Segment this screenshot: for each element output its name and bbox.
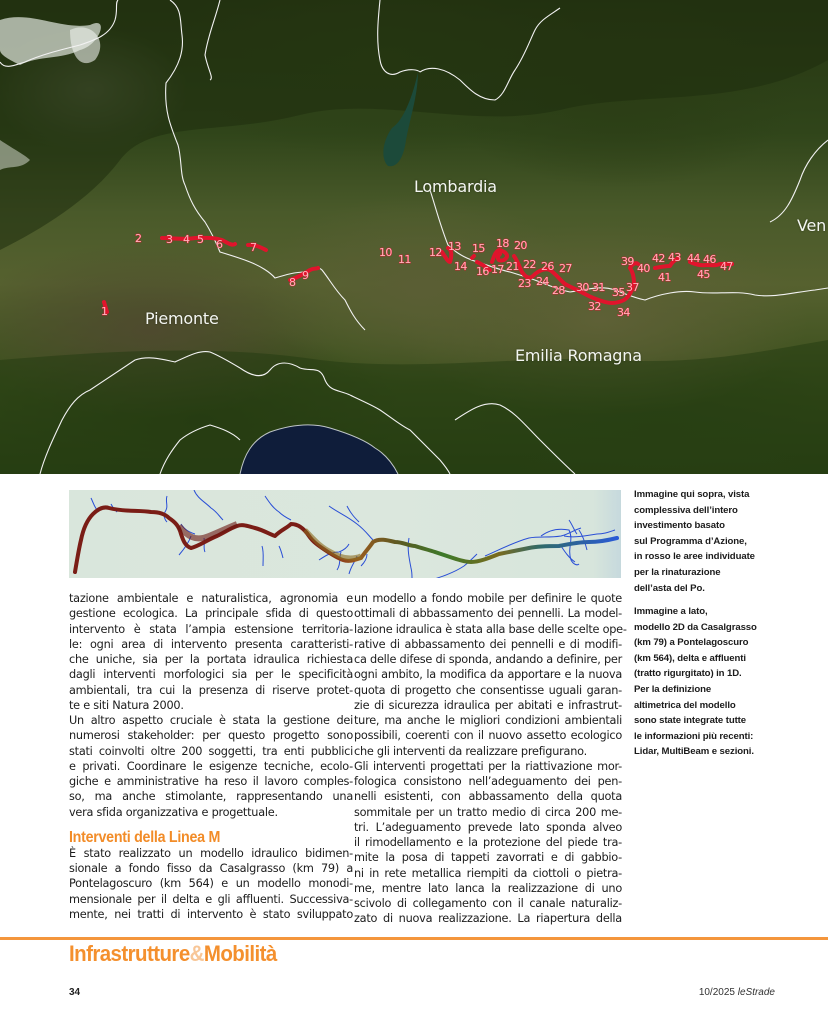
caption-line: investimento basato	[634, 520, 725, 532]
text-line: il rimodellamento e la protezione del piede tra-	[354, 836, 622, 849]
site-label: 18	[496, 237, 509, 250]
text-line: ni in rete metallica riempiti da ciottoli o pietra-	[354, 866, 622, 880]
caption-line: (km 564), delta e affluenti	[634, 652, 746, 664]
caption-model	[634, 604, 824, 760]
caption-line: dell’asta del Po.	[634, 582, 705, 594]
site-label: 2	[135, 232, 142, 245]
site-label: 10	[379, 246, 392, 259]
site-label: 28	[552, 284, 565, 297]
brand-part-2: Mobilità	[203, 941, 277, 966]
paragraph	[69, 713, 353, 820]
satellite-map-po-river	[0, 0, 828, 474]
site-label: 40	[637, 262, 650, 275]
text-line: le: ogni area di intervento presenta caratteristi-	[69, 637, 353, 651]
text-line: ottimali di abbassamento dei pennelli. La model-	[354, 607, 622, 621]
issue-date: 10/2025	[698, 987, 735, 998]
segment	[472, 256, 474, 258]
text-line: lazione idraulica è stata alla base delle scelte ope-	[354, 622, 627, 636]
text-line: zie di sicurezza idraulica per abitati e infrastrut-	[354, 698, 622, 712]
caption-line: altimetrica del modello	[634, 699, 736, 711]
caption-line: Immagine a lato,	[634, 606, 708, 617]
caption-line: Immagine qui sopra, vista	[634, 489, 750, 500]
paragraph-gap	[69, 820, 353, 829]
section-brand	[69, 941, 277, 967]
site-label: 12	[429, 246, 442, 259]
site-label: 47	[720, 260, 733, 273]
site-label: 14	[454, 260, 467, 273]
site-label: 11	[398, 253, 411, 266]
caption-line: (km 79) a Pontelagoscuro	[634, 637, 749, 649]
text-line: intervento è stata l’ampia estensione territoria-	[69, 622, 353, 636]
text-line: Gli interventi progettati per la riattivazione mor-	[354, 759, 622, 773]
caption-line: complessiva dell’intero	[634, 504, 738, 516]
caption-line: sono state integrate tutte	[634, 715, 747, 727]
site-label: 9	[302, 269, 309, 282]
brand-ampersand: &	[189, 941, 204, 966]
text-line: te e siti Natura 2000.	[69, 698, 184, 712]
text-line: mite la posa di tappeti zavorrati e di gabbio-	[354, 851, 622, 865]
footer-rule	[0, 937, 828, 940]
site-label: 23	[518, 277, 531, 290]
article-column-1	[69, 591, 353, 922]
paragraph	[69, 846, 353, 922]
magazine-name: leStrade	[737, 987, 775, 998]
site-label: 3	[166, 233, 173, 246]
site-label: 31	[592, 281, 605, 294]
text-line: un modello a fondo mobile per definire le quote	[354, 592, 622, 605]
alps-relief	[0, 0, 828, 250]
tributaries	[91, 490, 615, 578]
caption-line: sul Programma d’Azione,	[634, 535, 747, 547]
caption-line: in rosso le aree individuate	[634, 551, 755, 563]
text-line: Un altro aspetto cruciale è stata la gestione dei	[69, 714, 353, 727]
caption-line: per la rinaturazione	[634, 566, 721, 578]
site-label: 24	[536, 275, 549, 288]
segment	[492, 250, 507, 262]
map-overlay	[0, 0, 828, 474]
text-line: possibili, coerenti con il nuovo assetto ecologico	[354, 729, 622, 743]
site-label: 17	[491, 263, 504, 276]
text-line: tri. L’adeguamento prevede lato sponda alveo	[354, 820, 622, 834]
site-label: 45	[697, 268, 710, 281]
region-label-lombardia: Lombardia	[414, 177, 497, 196]
site-labels	[101, 232, 733, 319]
text-line: sionale a fondo fisso da Casalgrasso (km 79) a	[69, 862, 353, 875]
text-line: rative di abbassamento dei pennelli e di modifi-	[354, 637, 622, 651]
paragraph	[69, 591, 353, 713]
text-line: ca delle difese di sponda, andando a definire, per	[354, 653, 622, 666]
brand-part-1: Infrastrutture	[69, 941, 190, 966]
site-label: 7	[250, 241, 257, 254]
site-label: 46	[703, 253, 716, 266]
region-label-veneto: Ven	[797, 216, 827, 235]
text-line: quota di progetto che consentisse uguali garan-	[354, 683, 622, 697]
site-label: 1	[101, 305, 108, 318]
region-label-emilia-romagna: Emilia Romagna	[515, 346, 642, 365]
hydraulic-model-image	[69, 490, 621, 578]
text-line: Pontelagoscuro (km 564) e un modello monodi-	[69, 877, 353, 891]
site-label: 6	[216, 238, 223, 251]
text-line: che gli interventi da realizzare prefigurano.	[354, 744, 587, 758]
site-label: 5	[197, 233, 204, 246]
text-line: mente, nei tratti di intervento è stato sviluppato	[69, 907, 353, 921]
caption-line: (tratto rigurgitato) in 1D.	[634, 668, 742, 680]
site-label: 26	[541, 260, 554, 273]
article-column-2	[354, 591, 627, 927]
site-label: 34	[617, 306, 630, 319]
caption-line: modello 2D da Casalgrasso	[634, 621, 757, 633]
text-line: ogni ambito, la modifica da apportare e la nuova	[354, 668, 622, 682]
site-label: 22	[523, 258, 536, 271]
caption-line: le informazioni più recenti:	[634, 730, 754, 742]
text-line: so, ma anche stimolante, rappresentando una	[69, 790, 353, 804]
apennines-relief	[0, 340, 828, 474]
po-main-channel	[75, 507, 617, 572]
site-label: 16	[476, 265, 489, 278]
text-line: dagli interventi morfologici sia per le specificità	[69, 668, 353, 682]
caption-line: Lidar, MultiBeam e sezioni.	[634, 746, 754, 758]
caption-line: Per la definizione	[634, 683, 712, 695]
text-line: ture, ma anche le migliori condizioni ambientali	[354, 714, 622, 727]
issue-info	[699, 987, 775, 998]
site-label: 41	[658, 271, 671, 284]
site-label: 39	[621, 255, 634, 268]
text-line: zato di nuova realizzazione. La riapertura della	[354, 912, 622, 926]
text-line: me, mentre lato lanca la realizzazione di uno	[354, 881, 622, 895]
model-river-drawing	[69, 490, 621, 578]
text-line: fologica consistono nell’adeguamento dei pen-	[354, 775, 622, 788]
site-label: 43	[668, 251, 681, 264]
text-line: mensionale per il delta e gli affluenti. Successiva-	[69, 892, 353, 906]
text-line: ambientali, tra cui la presenza di riserve protet-	[69, 683, 353, 697]
site-label: 32	[588, 300, 601, 313]
paragraph	[354, 591, 627, 759]
text-line: stati coinvolti oltre 200 soggetti, tra enti pubblici	[69, 744, 353, 758]
text-line: È stato realizzato un modello idraulico bidimen-	[69, 846, 353, 860]
paragraph	[354, 759, 622, 927]
text-line: che uniche, sia per la portata idraulica richiesta	[69, 653, 353, 666]
site-label: 42	[652, 252, 665, 265]
site-label: 21	[506, 260, 519, 273]
text-line: scivolo di collegamento con il canale naturaliz-	[354, 897, 622, 910]
text-line: vera sfida organizzativa e progettuale.	[69, 805, 278, 819]
page-number: 34	[69, 987, 81, 998]
caption-map	[634, 487, 824, 596]
text-line: e privati. Coordinare le esigenze tecniche, ecolo-	[69, 759, 353, 773]
floodplain-band	[305, 530, 361, 558]
text-line: gestione ecologica. La principale sfida di questo	[69, 607, 353, 621]
site-label: 35	[612, 286, 625, 299]
site-label: 15	[472, 242, 485, 255]
text-line: numerosi stakeholder: per questo progetto sono	[69, 729, 353, 743]
site-label: 44	[687, 252, 700, 265]
site-label: 4	[183, 233, 190, 246]
text-line: nelli esistenti, con abbassamento della quota	[354, 790, 622, 804]
site-label: 13	[448, 240, 461, 253]
site-label: 8	[289, 276, 296, 289]
text-line: giche e amministrative ha reso il lavoro comples-	[69, 775, 353, 788]
site-label: 27	[559, 262, 572, 275]
site-label: 30	[576, 281, 589, 294]
text-line: tazione ambientale e naturalistica, agronomia e	[69, 592, 353, 605]
text-line: sommitale per un tratto medio di circa 200 me-	[354, 805, 622, 819]
site-label: 20	[514, 239, 527, 252]
section-heading: Interventi della Linea M	[69, 828, 221, 846]
region-label-piemonte: Piemonte	[145, 309, 219, 328]
site-label: 37	[626, 281, 639, 294]
